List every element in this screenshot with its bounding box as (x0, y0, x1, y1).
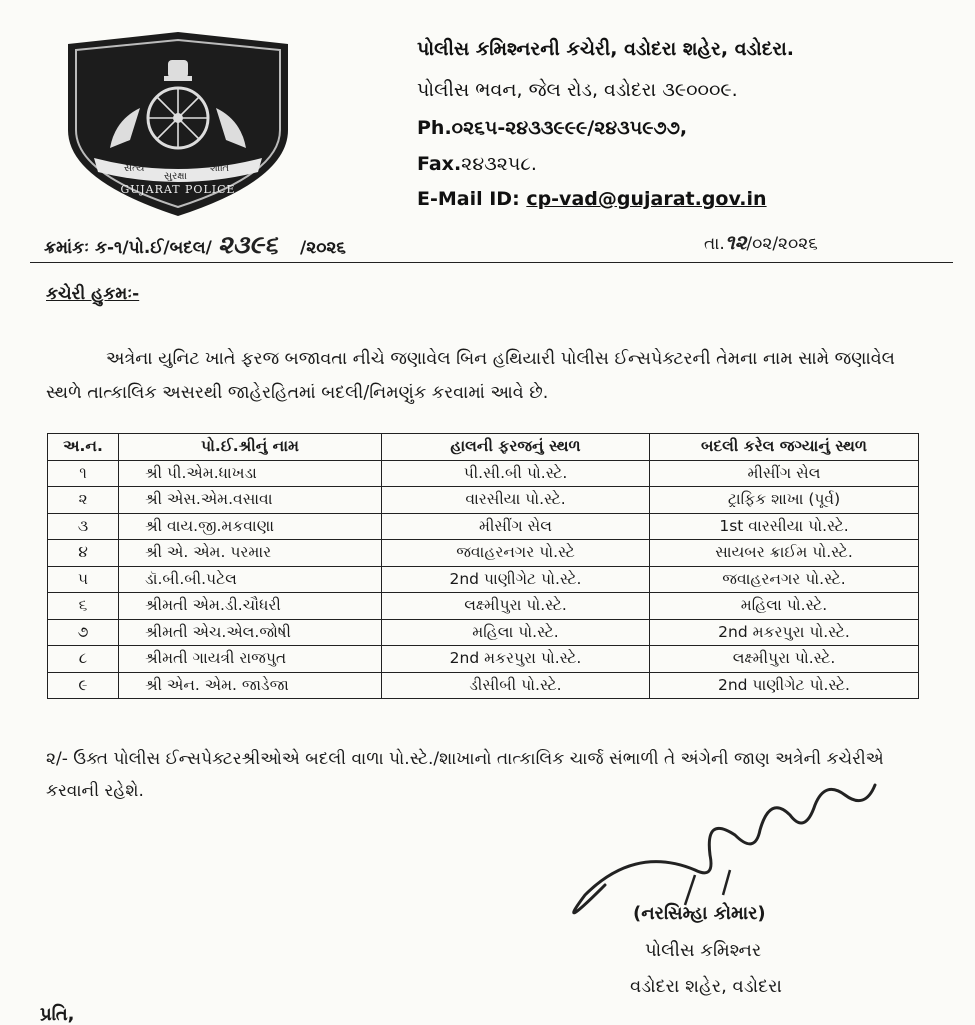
cell-current-post: પી.સી.બી પો.સ્ટે. (382, 460, 650, 487)
cell-name: શ્રી એસ.એમ.વસાવા (119, 487, 382, 514)
office-address: પોલીસ ભવન, જેલ રોડ, વડોદરા ૩૯૦૦૦૯. (417, 79, 738, 101)
table-row (48, 619, 919, 646)
phone-value: ૦૨૬૫-૨૪૩૩૯૯૯/૨૪૩૫૯૭૭, (451, 117, 688, 139)
cell-transfer-post: સાયબર ક્રાઈમ પો.સ્ટે. (650, 540, 919, 567)
table-row (48, 513, 919, 540)
table-row (48, 672, 919, 699)
cell-name: શ્રી એન. એમ. જાડેજા (119, 672, 382, 699)
fax-value: ૨૪૩૨૫૮. (461, 153, 537, 175)
order-title: કચેરી હુકમઃ- (46, 284, 140, 304)
col-transfer-post: બદલી કરેલ જગ્યાનું સ્થળ (650, 434, 919, 461)
order-handwritten-number: ૨૩૯૬ (217, 230, 278, 259)
clause-2: ૨/- ઉક્ત પોલીસ ઈન્સપેક્ટરશ્રીઓએ બદલી વાળા પો.સ્ટે./શાખાનો તાત્કાલિક ચાર્જ સંભાળી તે અંગેની જાણ અત્રેની કચેરીએ કરવાની રહેશે. (46, 749, 884, 801)
transfer-table-body (48, 460, 919, 699)
cell-current-post: મહિલા પો.સ્ટે. (382, 619, 650, 646)
order-year: /૨૦૨૬ (300, 238, 346, 258)
cell-transfer-post: મીસીંગ સેલ (650, 460, 919, 487)
email-label: E-Mail ID: (417, 188, 520, 210)
phone-label: Ph. (417, 117, 452, 139)
gujarat-police-emblem (60, 30, 295, 218)
table-row (48, 593, 919, 620)
cell-current-post: ડીસીબી પો.સ્ટે. (382, 672, 650, 699)
transfer-table (47, 433, 919, 699)
cell-name: ડૉ.બી.બી.પટેલ (119, 566, 382, 593)
date-prefix: તા. (704, 234, 725, 254)
cell-serial: ૧ (48, 460, 119, 487)
cell-serial: ૪ (48, 540, 119, 567)
fax-label: Fax. (417, 153, 462, 175)
intro-paragraph: અત્રેના યુનિટ ખાતે ફરજ બજાવતા નીચે જણાવેલ બિન હથિયારી પોલીસ ઈન્સપેક્ટરની તેમના નામ સામે જણાવેલ સ્થળે તાત્કાલિક અસરથી જાહેરહિતમાં બદલી/નિમણુંક કરવામાં આવે છે. (46, 349, 895, 403)
cell-name: શ્રીમતી એચ.એલ.જોષી (119, 619, 382, 646)
cell-current-post: જવાહરનગર પો.સ્ટે (382, 540, 650, 567)
order-date (704, 230, 818, 254)
copy-to: પ્રતિ, (40, 1004, 75, 1025)
order-prefix: ક્રમાંકઃ ક-૧/પો.ઈ/બદલ/ (44, 238, 212, 258)
cell-current-post: વારસીયા પો.સ્ટે. (382, 487, 650, 514)
signatory-city: વડોદરા શહેર, વડોદરા (630, 976, 782, 997)
date-rest: /૦૨/૨૦૨૬ (746, 234, 818, 254)
cell-transfer-post: લક્ષ્મીપુરા પો.સ્ટે. (650, 646, 919, 673)
table-row (48, 487, 919, 514)
table-row (48, 566, 919, 593)
cell-serial: ૫ (48, 566, 119, 593)
table-header-row (48, 434, 919, 461)
cell-current-post: 2nd પાણીગેટ પો.સ્ટે. (382, 566, 650, 593)
cell-name: શ્રી વાય.જી.મકવાણા (119, 513, 382, 540)
cell-transfer-post: 1st વારસીયા પો.સ્ટે. (650, 513, 919, 540)
cell-serial: ૮ (48, 646, 119, 673)
cell-serial: ૬ (48, 593, 119, 620)
signatory-designation: પોલીસ કમિશ્નર (645, 940, 762, 961)
table-row (48, 646, 919, 673)
cell-transfer-post: મહિલા પો.સ્ટે. (650, 593, 919, 620)
office-email (417, 188, 767, 210)
cell-transfer-post: જવાહરનગર પો.સ્ટે. (650, 566, 919, 593)
office-phone (417, 117, 687, 139)
signature-block (545, 775, 905, 955)
cell-current-post: મીસીંગ સેલ (382, 513, 650, 540)
cell-current-post: 2nd મકરપુરા પો.સ્ટે. (382, 646, 650, 673)
cell-current-post: લક્ષ્મીપુરા પો.સ્ટે. (382, 593, 650, 620)
motto-center: સુરક્ષા (164, 171, 187, 182)
cell-serial: ૯ (48, 672, 119, 699)
office-fax (417, 153, 537, 175)
cell-transfer-post: 2nd મકરપુરા પો.સ્ટે. (650, 619, 919, 646)
email-link[interactable]: cp-vad@gujarat.gov.in (526, 188, 767, 210)
cell-transfer-post: 2nd પાણીગેટ પો.સ્ટે. (650, 672, 919, 699)
order-number (44, 230, 346, 260)
cell-name: શ્રીમતી એમ.ડી.ચૌધરી (119, 593, 382, 620)
cell-name: શ્રી પી.એમ.ધાખડા (119, 460, 382, 487)
motto-left: સત્ય (124, 163, 145, 174)
chakra-icon (148, 88, 208, 148)
table-row (48, 540, 919, 567)
emblem-force-name: GUJARAT POLICE (120, 183, 236, 196)
cell-serial: ૩ (48, 513, 119, 540)
cell-serial: ૭ (48, 619, 119, 646)
cell-serial: ૨ (48, 487, 119, 514)
cell-name: શ્રીમતી ગાયત્રી રાજપુત (119, 646, 382, 673)
cell-transfer-post: ટ્રાફિક શાખા (પૂર્વ) (650, 487, 919, 514)
signatory-name: (નરસિમ્હા કોમાર) (633, 903, 766, 924)
ashoka-lion-icon (164, 60, 192, 81)
table-row (48, 460, 919, 487)
office-name: પોલીસ કમિશ્નરની કચેરી, વડોદરા શહેર, વડોદરા. (417, 38, 795, 60)
col-serial: અ.ન. (48, 434, 119, 461)
cell-name: શ્રી એ. એમ. પરમાર (119, 540, 382, 567)
motto-right: શાંતિ (210, 163, 230, 174)
date-handwritten-day: ૧૨ (724, 230, 747, 254)
header-divider (30, 262, 953, 263)
col-name: પો.ઈ.શ્રીનું નામ (119, 434, 382, 461)
col-current-post: હાલની ફરજનું સ્થળ (382, 434, 650, 461)
